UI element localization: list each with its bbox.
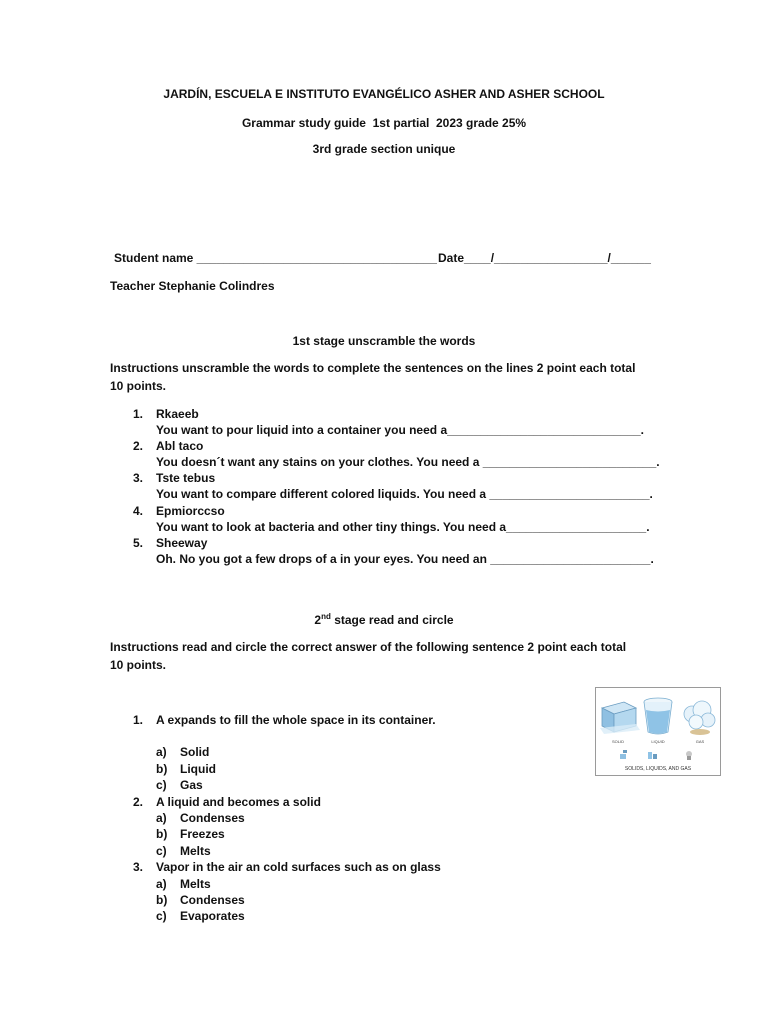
small-liquid-icon bbox=[648, 752, 657, 759]
liquid-label: LIQUID bbox=[651, 739, 665, 744]
question-text: Vapor in the air an cold surfaces such as on glass bbox=[156, 860, 441, 874]
grade-section: 3rd grade section unique bbox=[312, 142, 456, 156]
date-label: Date____/_________________/______ bbox=[438, 251, 651, 265]
stage1-title: 1st stage unscramble the words bbox=[292, 334, 476, 348]
option-text[interactable]: Evaporates bbox=[180, 909, 245, 923]
scrambled-word: Tste tebus bbox=[156, 471, 216, 485]
stage1-instructions-cont: 10 points. bbox=[110, 379, 167, 393]
option-letter: b) bbox=[156, 827, 168, 841]
option-text[interactable]: Gas bbox=[180, 778, 203, 792]
list-number: 1. bbox=[133, 407, 144, 421]
scrambled-word: Epmiorccso bbox=[156, 504, 225, 518]
small-gas-icon bbox=[686, 751, 692, 760]
stage1-instructions: Instructions unscramble the words to complete the sentences on the lines 2 point each total bbox=[110, 361, 636, 375]
states-of-matter-image bbox=[595, 687, 721, 776]
question-text: A expands to fill the whole space in its container. bbox=[156, 713, 436, 727]
question-number: 3. bbox=[133, 860, 144, 874]
stage2-title: 2nd stage read and circle bbox=[314, 612, 454, 627]
option-letter: c) bbox=[156, 909, 167, 923]
guide-subtitle: Grammar study guide 1st partial 2023 grade 25% bbox=[241, 116, 527, 130]
states-of-matter-illustration bbox=[596, 688, 720, 775]
scrambled-word: Sheeway bbox=[156, 536, 208, 550]
figure-caption: SOLIDS, LIQUIDS, AND GAS bbox=[624, 766, 692, 772]
option-text[interactable]: Solid bbox=[180, 745, 210, 759]
small-solid-icon bbox=[620, 750, 627, 759]
option-letter: b) bbox=[156, 893, 168, 907]
option-text[interactable]: Condenses bbox=[180, 893, 245, 907]
question-text: A liquid and becomes a solid bbox=[156, 795, 321, 809]
option-text[interactable]: Freezes bbox=[180, 827, 225, 841]
gas-cloud-icon bbox=[684, 701, 715, 735]
teacher-name: Teacher Stephanie Colindres bbox=[110, 279, 275, 293]
scrambled-word: Abl taco bbox=[156, 439, 204, 453]
option-text[interactable]: Liquid bbox=[180, 762, 216, 776]
scrambled-word: Rkaeeb bbox=[156, 407, 199, 421]
sentence: You want to look at bacteria and other tiny things. You need a_____________________. bbox=[156, 520, 650, 534]
question-number: 2. bbox=[133, 795, 144, 809]
sentence: You doesn´t want any stains on your clothes. You need a __________________________. bbox=[156, 455, 660, 469]
stage2-instructions-cont: 10 points. bbox=[110, 658, 167, 672]
option-text[interactable]: Melts bbox=[180, 844, 211, 858]
option-letter: b) bbox=[156, 762, 168, 776]
sentence: You want to compare different colored liquids. You need a ________________________. bbox=[156, 487, 653, 501]
solid-label: SOLID bbox=[611, 739, 625, 744]
option-letter: c) bbox=[156, 778, 167, 792]
question-number: 1. bbox=[133, 713, 144, 727]
stage2-instructions: Instructions read and circle the correct answer of the following sentence 2 point each total bbox=[110, 640, 627, 654]
gas-label: GAS bbox=[695, 739, 705, 744]
option-letter: a) bbox=[156, 811, 167, 825]
option-text[interactable]: Condenses bbox=[180, 811, 245, 825]
list-number: 3. bbox=[133, 471, 144, 485]
list-number: 4. bbox=[133, 504, 144, 518]
ice-cube-icon bbox=[600, 702, 640, 734]
option-letter: c) bbox=[156, 844, 167, 858]
water-glass-icon bbox=[644, 698, 672, 734]
student-name-label: Student name ____________________________________ bbox=[114, 251, 437, 265]
list-number: 5. bbox=[133, 536, 144, 550]
sentence: You want to pour liquid into a container you need a_____________________________. bbox=[156, 423, 644, 437]
option-letter: a) bbox=[156, 877, 167, 891]
sentence: Oh. No you got a few drops of a in your eyes. You need an ________________________. bbox=[156, 552, 654, 566]
option-text[interactable]: Melts bbox=[180, 877, 211, 891]
option-letter: a) bbox=[156, 745, 167, 759]
list-number: 2. bbox=[133, 439, 144, 453]
school-name: JARDÍN, ESCUELA E INSTITUTO EVANGÉLICO ASHER AND ASHER SCHOOL bbox=[163, 87, 605, 101]
